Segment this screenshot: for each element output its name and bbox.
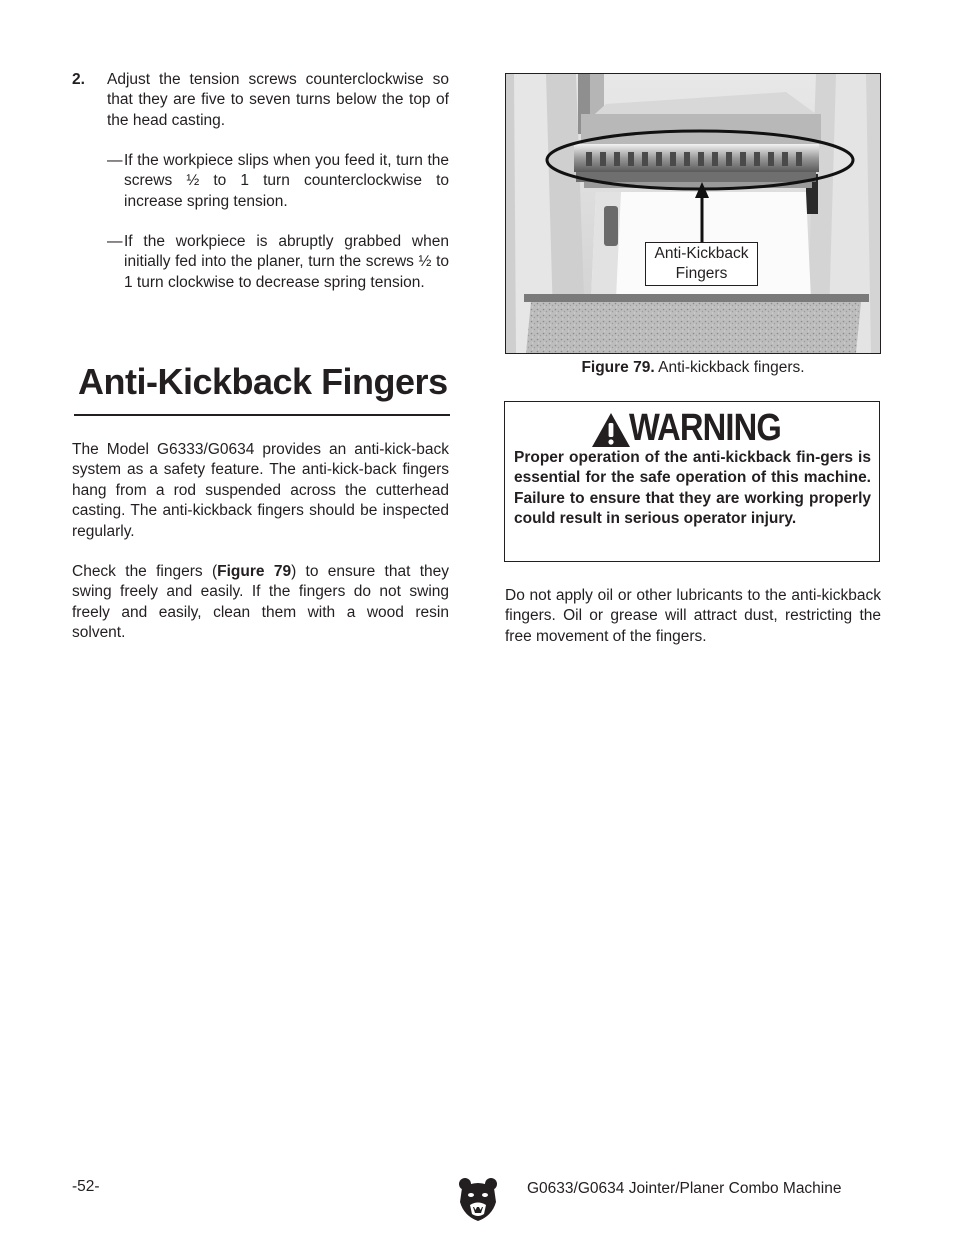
sub-item-text: If the workpiece slips when you feed it, turn the screws ½ to 1 turn counterclockwise to increase spring tension. — [124, 152, 449, 210]
caption-text: Anti-kickback fingers. — [658, 359, 805, 376]
warning-heading: WARNING — [629, 407, 781, 449]
sub-item-dash: — — [107, 233, 123, 250]
warning-box — [504, 401, 880, 562]
section-title: Anti-Kickback Fingers — [78, 361, 448, 402]
figure-callout-label — [645, 242, 758, 286]
caption-label: Figure 79. — [581, 359, 655, 376]
warning-text: Proper operation of the anti-kickback fin-gers is essential for the safe operation of this machine. Failure to ensure that they are working properly could result in serious operator injury. — [514, 449, 871, 528]
figure-reference: Figure 79 — [217, 563, 292, 580]
planer-photo-illustration — [506, 74, 880, 353]
sub-item-dash: — — [107, 152, 123, 169]
section-divider — [74, 414, 450, 416]
page-number: -52- — [72, 1178, 100, 1195]
step-number: 2. — [72, 71, 85, 88]
figure-79-photo — [505, 73, 881, 354]
warning-triangle-icon — [591, 412, 631, 448]
bear-head-logo-icon — [458, 1176, 498, 1222]
footer-title: G0633/G0634 Jointer/Planer Combo Machine — [527, 1180, 842, 1197]
step-2-text: Adjust the tension screws counterclockwise so that they are five to seven turns below the top of the head casting. — [107, 71, 449, 129]
check-text-before: Check the fingers ( — [72, 563, 218, 580]
callout-line-2: Fingers — [675, 265, 728, 282]
figure-caption — [505, 358, 881, 378]
check-text-after: ) to ensure that they swing freely and easily. If the fingers do not swing freely and easily, clean them with a wood resin solvent. — [72, 563, 449, 642]
step-2 — [72, 70, 449, 131]
sub-item-text: If the workpiece is abruptly grabbed when initially fed into the planer, turn the screws ½ to 1 turn clockwise to decrease spring tension. — [124, 233, 449, 291]
check-fingers-paragraph — [72, 562, 449, 644]
callout-line-1: Anti-Kickback — [654, 245, 749, 262]
lubricant-paragraph: Do not apply oil or other lubricants to the anti-kickback fingers. Oil or grease will attract dust, restricting the free movement of the fingers. — [505, 587, 881, 645]
sub-item-grabbed — [107, 232, 449, 293]
intro-paragraph: The Model G6333/G0634 provides an anti-kick-back system as a safety feature. The anti-kick-back fingers hang from a rod suspended across the cutterhead casting. The anti-kickback fingers should be inspected regularly. — [72, 441, 449, 540]
sub-item-slips — [107, 151, 449, 212]
